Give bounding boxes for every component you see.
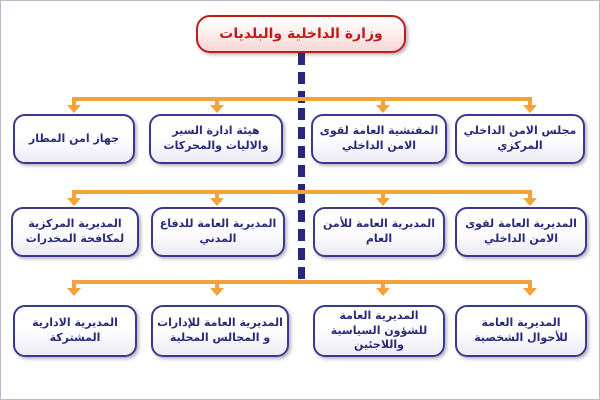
row3-arrow-3 <box>376 288 390 296</box>
node-row2-4[interactable] <box>11 207 139 257</box>
row2-arrow-4 <box>523 198 537 206</box>
node-row1-3-label: هيئة ادارة السير والاليات والمحركات <box>163 124 269 152</box>
row3-arrow-2 <box>210 288 224 296</box>
node-row2-3-label: المديرية العامة للدفاع المدني <box>159 217 277 245</box>
node-row1-2[interactable] <box>311 114 447 164</box>
node-row3-2[interactable] <box>313 305 445 357</box>
row2-arrow-3 <box>376 198 390 206</box>
node-row2-1-label: المديرية العامة لقوى الامن الداخلي <box>465 217 577 245</box>
node-row1-4-label: جهاز امن المطار <box>28 131 120 145</box>
node-row2-4-label: المديرية المركزية لمكافحة المخدرات <box>25 217 125 245</box>
row1-arrow-2 <box>210 105 224 113</box>
chart-title-label: وزارة الداخلية والبلديات <box>219 25 383 42</box>
node-row3-2-label: المديرية العامة للشؤون السياسية واللاجئين <box>330 308 428 352</box>
node-row3-3[interactable] <box>151 305 289 357</box>
row2-arrow-2 <box>210 198 224 206</box>
row2-connector-bar <box>72 190 532 194</box>
row3-connector-bar <box>72 280 532 284</box>
node-row1-1-label: مجلس الامن الداخلي المركزي <box>463 124 577 152</box>
chart-title-node <box>196 15 406 53</box>
node-row1-4[interactable] <box>13 114 135 164</box>
node-row3-3-label: المديرية العامة للإدارات و المجالس المحلية <box>157 316 283 344</box>
node-row3-4-label: المديرية الادارية المشتركة <box>32 316 118 344</box>
central-spine-lower <box>298 191 305 281</box>
node-row3-1[interactable] <box>455 305 587 357</box>
row3-arrow-1 <box>67 288 81 296</box>
node-row2-1[interactable] <box>455 207 587 257</box>
node-row1-1[interactable] <box>455 114 585 164</box>
central-spine-middle <box>298 108 305 191</box>
node-row2-3[interactable] <box>151 207 285 257</box>
row1-arrow-1 <box>67 105 81 113</box>
row1-arrow-3 <box>376 105 390 113</box>
node-row3-1-label: المديرية العامة للأحوال الشخصية <box>474 316 568 344</box>
row3-arrow-4 <box>523 288 537 296</box>
row1-arrow-4 <box>523 105 537 113</box>
row2-arrow-1 <box>67 198 81 206</box>
node-row2-2[interactable] <box>313 207 445 257</box>
node-row3-4[interactable] <box>13 305 137 357</box>
node-row1-2-label: المفتشية العامة لقوى الامن الداخلي <box>319 124 439 152</box>
node-row2-2-label: المديرية العامة للأمن العام <box>323 217 435 245</box>
node-row1-3[interactable] <box>149 114 283 164</box>
row1-connector-bar <box>72 97 532 101</box>
